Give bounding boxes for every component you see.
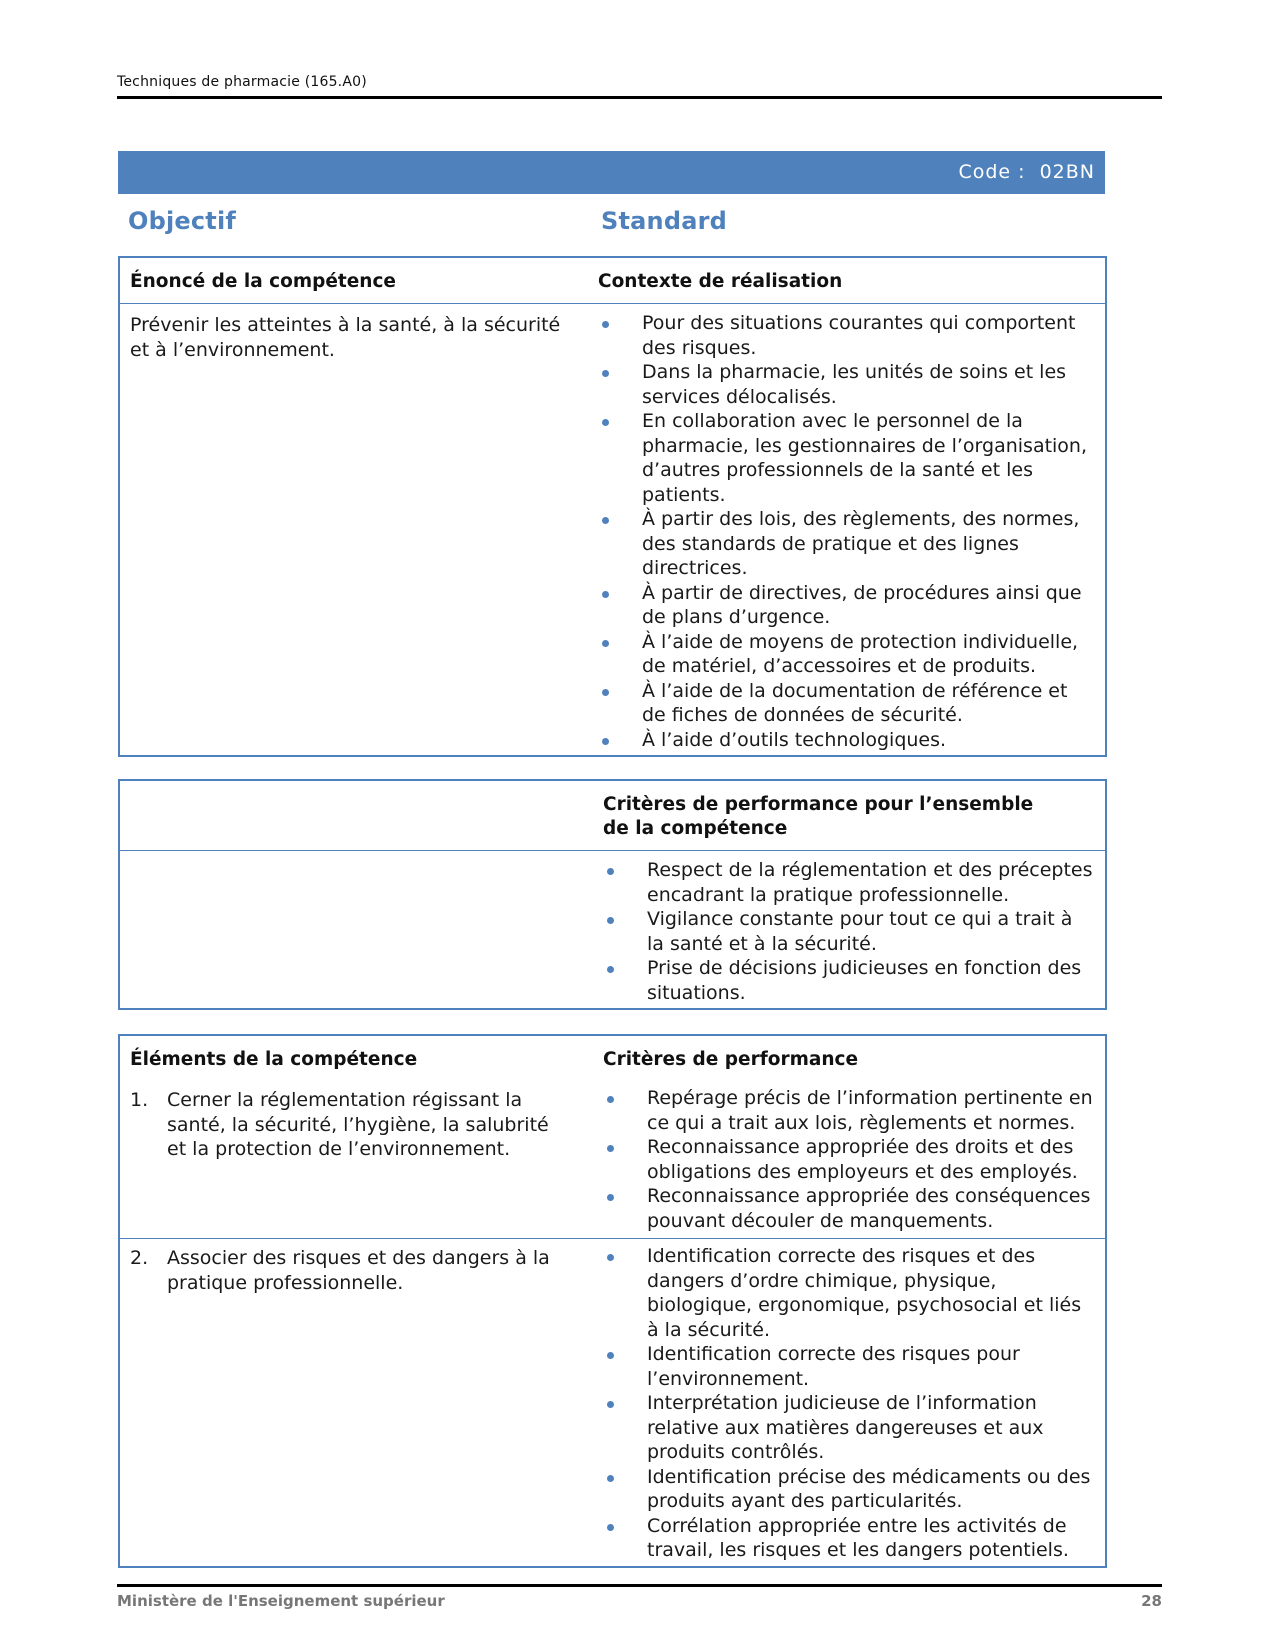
element-text: Associer des risques et des dangers à la pratique professionnelle. <box>167 1247 550 1294</box>
list-item <box>603 1135 1095 1184</box>
element-number: 1. <box>130 1089 149 1111</box>
list-item <box>603 1086 1095 1135</box>
criteria-header: Critères de performance <box>603 1049 859 1070</box>
bullet-icon <box>607 1352 614 1359</box>
bullet-icon <box>602 419 609 426</box>
table-row <box>120 303 1105 755</box>
bullet-icon <box>602 517 609 524</box>
list-item-text: Identification précise des médicaments ou des produits ayant des particularités. <box>647 1465 1091 1512</box>
elements-header: Éléments de la compétence <box>130 1049 418 1070</box>
section-title-objectif: Objectif <box>128 207 237 235</box>
footer-rule <box>117 1584 1162 1587</box>
list-item-text: En collaboration avec le personnel de la pharmacie, les gestionnaires de l’organisation, d’autres professionnels de la santé et les patients. <box>642 410 1088 506</box>
list-item <box>603 858 1095 907</box>
list-item-text: Reconnaissance appropriée des droits et des obligations des employeurs et des employés. <box>647 1136 1078 1183</box>
list-item-text: Interprétation judicieuse de l’information relative aux matières dangereuses et aux produits contrôlés. <box>647 1392 1044 1463</box>
bullet-icon <box>607 917 614 924</box>
list-item-text: Corrélation appropriée entre les activités de travail, les risques et les dangers potentiels. <box>647 1514 1069 1561</box>
bullet-icon <box>607 868 614 875</box>
global-criteria-header: Critères de performance pour l’ensemble de la compétence <box>603 794 1034 839</box>
section-title-standard: Standard <box>601 207 728 235</box>
enonce-text: Prévenir les atteintes à la santé, à la sécurité et à l’environnement. <box>130 314 561 361</box>
list-item <box>603 1184 1095 1233</box>
list-item <box>598 728 1095 753</box>
list-item-text: Repérage précis de l’information pertinente en ce qui a trait aux lois, règlements et normes. <box>647 1087 1093 1134</box>
list-item-text: Vigilance constante pour tout ce qui a trait à la santé et à la sécurité. <box>647 908 1073 955</box>
list-item <box>603 1342 1095 1391</box>
list-item <box>603 1514 1095 1563</box>
bullet-icon <box>602 321 609 328</box>
element-text: Cerner la réglementation régissant la santé, la sécurité, l’hygiène, la salubrité et la protection de l’environnement. <box>167 1089 549 1160</box>
bullet-icon <box>607 1096 614 1103</box>
contexte-list <box>598 311 1095 752</box>
table-header-row <box>120 258 1105 303</box>
table-header-row <box>120 1036 1105 1081</box>
global-criteria-table <box>118 779 1107 1010</box>
bullet-icon <box>607 1145 614 1152</box>
list-item-text: Identification correcte des risques pour l’environnement. <box>647 1343 1020 1390</box>
list-item <box>598 311 1095 360</box>
footer-ministry: Ministère de l'Enseignement supérieur <box>117 1592 445 1610</box>
list-item <box>598 360 1095 409</box>
bullet-icon <box>602 738 609 745</box>
list-item-text: À partir de directives, de procédures ainsi que de plans d’urgence. <box>642 581 1082 628</box>
list-item <box>603 1465 1095 1514</box>
element-number: 2. <box>130 1247 149 1269</box>
enonce-header: Énoncé de la compétence <box>130 271 396 292</box>
bullet-icon <box>607 1254 614 1261</box>
table-header-row <box>120 781 1105 850</box>
code-banner <box>118 151 1105 194</box>
list-item <box>598 679 1095 728</box>
list-item-text: Prise de décisions judicieuses en fonction des situations. <box>647 957 1082 1004</box>
list-item-text: Pour des situations courantes qui comportent des risques. <box>642 312 1076 359</box>
page-number: 28 <box>1141 1592 1162 1610</box>
criteria-list <box>603 1244 1095 1563</box>
list-item <box>603 1391 1095 1465</box>
code-label: Code : <box>958 161 1026 183</box>
bullet-icon <box>607 966 614 973</box>
bullet-icon <box>607 1194 614 1201</box>
bullet-icon <box>607 1524 614 1531</box>
empty-cell <box>120 781 588 850</box>
bullet-icon <box>602 640 609 647</box>
list-item-text: À l’aide de moyens de protection individuelle, de matériel, d’accessoires et de produits. <box>642 630 1079 677</box>
bullet-icon <box>607 1475 614 1482</box>
competency-table <box>118 256 1107 757</box>
bullet-icon <box>602 689 609 696</box>
list-item <box>603 1244 1095 1342</box>
bullet-icon <box>607 1401 614 1408</box>
list-item <box>598 630 1095 679</box>
element-item <box>130 1246 568 1295</box>
competency-code <box>944 161 1095 183</box>
bullet-icon <box>602 591 609 598</box>
contexte-header: Contexte de réalisation <box>598 271 843 292</box>
elements-table <box>118 1034 1107 1568</box>
list-item-text: Respect de la réglementation et des préceptes encadrant la pratique professionnelle. <box>647 859 1093 906</box>
list-item-text: À partir des lois, des règlements, des normes, des standards de pratique et des lignes directrices. <box>642 508 1080 579</box>
code-value: 02BN <box>1039 161 1095 183</box>
list-item-text: Identification correcte des risques et des dangers d’ordre chimique, physique, biologique, ergonomique, psychosocial et liés à la sécurité. <box>647 1245 1082 1341</box>
list-item-text: Dans la pharmacie, les unités de soins et les services délocalisés. <box>642 361 1067 408</box>
list-item <box>603 956 1095 1005</box>
element-row <box>120 1081 1105 1238</box>
bullet-icon <box>602 370 609 377</box>
list-item <box>603 907 1095 956</box>
element-row <box>120 1238 1105 1566</box>
header-rule <box>117 96 1162 99</box>
global-criteria-list <box>603 858 1095 1005</box>
criteria-list <box>603 1086 1095 1233</box>
table-row <box>120 850 1105 1008</box>
list-item-text: Reconnaissance appropriée des conséquences pouvant découler de manquements. <box>647 1185 1091 1232</box>
element-item <box>130 1088 568 1162</box>
list-item <box>598 409 1095 507</box>
list-item <box>598 581 1095 630</box>
list-item-text: À l’aide d’outils technologiques. <box>642 728 947 751</box>
empty-cell <box>120 851 588 1008</box>
running-header: Techniques de pharmacie (165.A0) <box>117 74 367 90</box>
list-item-text: À l’aide de la documentation de référence et de fiches de données de sécurité. <box>642 679 1068 726</box>
list-item <box>598 507 1095 581</box>
